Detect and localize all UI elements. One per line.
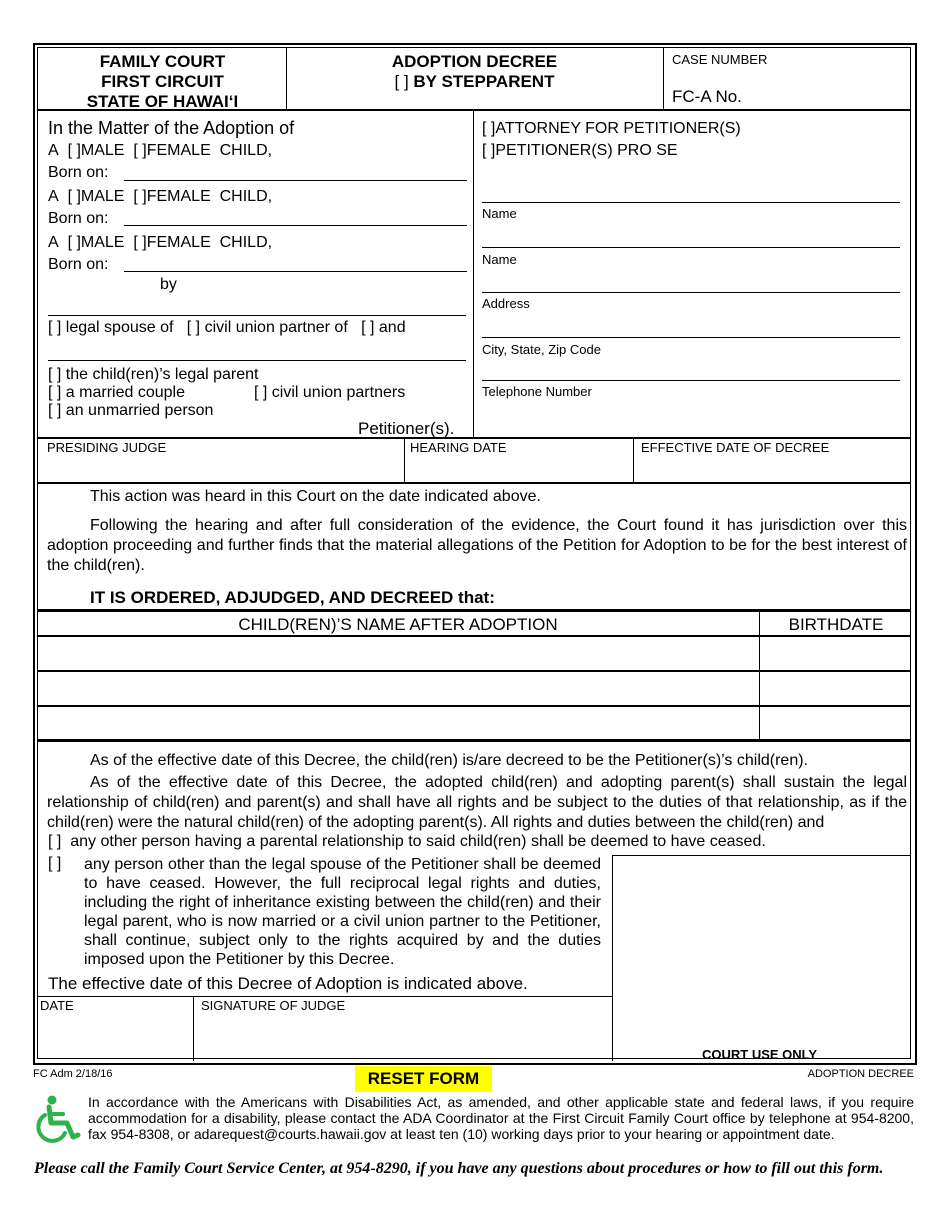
header-bottom-rule <box>37 109 911 111</box>
child-2-born-field[interactable] <box>124 225 467 226</box>
married-couple-option: [ ] a married couple <box>48 384 185 401</box>
child-3-born-field[interactable] <box>124 271 467 272</box>
matter-bottom-rule <box>37 437 911 439</box>
name-label: Name <box>482 206 517 221</box>
form-name: ADOPTION DECREE <box>807 1068 914 1080</box>
child-1-row: A [ ]MALE [ ]FEMALE CHILD, <box>48 142 273 159</box>
and-checkbox[interactable]: [ ] <box>361 319 375 336</box>
attorney-option: [ ]ATTORNEY FOR PETITIONER(S) <box>482 120 741 137</box>
birthdate-header: BIRTHDATE <box>788 615 884 634</box>
attorney-name2-field[interactable] <box>482 247 900 248</box>
pro-se-checkbox[interactable]: [ ] <box>482 142 496 159</box>
child-2-born-label: Born on: <box>48 210 109 227</box>
city-label: City, State, Zip Code <box>482 342 601 357</box>
child-name-cell-1[interactable] <box>38 637 758 669</box>
city-field[interactable] <box>482 337 900 338</box>
table-bottom-rule <box>37 739 911 742</box>
child-name-cell-2[interactable] <box>38 672 758 704</box>
option-1-text: any other person having a parental relationship to said child(ren) shall be deemed to have ceased. <box>70 833 766 850</box>
petitioners-label: Petitioner(s). <box>358 419 455 438</box>
court-use-top-rule <box>612 855 911 856</box>
address-label: Address <box>482 296 530 311</box>
child-1-male-checkbox[interactable]: [ ] <box>67 142 81 159</box>
signature-label: SIGNATURE OF JUDGE <box>201 998 346 1013</box>
court-line-1: FAMILY COURT <box>99 52 226 71</box>
accessibility-icon <box>34 1095 84 1145</box>
child-1-female-checkbox[interactable]: [ ] <box>133 142 147 159</box>
civil-union-checkbox[interactable]: [ ] <box>186 319 201 336</box>
child-1-born-field[interactable] <box>124 180 467 181</box>
court-line-2: FIRST CIRCUIT <box>101 72 224 91</box>
civil-union-partners-option: [ ] civil union partners <box>254 384 406 401</box>
phone-field[interactable] <box>482 380 900 381</box>
child-2-row: A [ ]MALE [ ]FEMALE CHILD, <box>48 188 273 205</box>
attorney-checkbox[interactable]: [ ] <box>482 120 496 137</box>
option-2-checkbox[interactable]: [ ] <box>48 855 62 872</box>
service-center-notice: Please call the Family Court Service Center, at 954-8290, if you have any questions about procedures or how to fill out this form. <box>34 1160 884 1177</box>
reset-form-button[interactable]: RESET FORM <box>355 1066 492 1092</box>
effective-note: The effective date of this Decree of Adoption is indicated above. <box>48 974 528 993</box>
ordered-heading: IT IS ORDERED, ADJUDGED, AND DECREED that: <box>90 588 495 607</box>
findings-paragraph: Following the hearing and after full consideration of the evidence, the Court found it has jurisdiction over this adoption proceeding and further finds that the material allegations of the Petition for Adoption to be for the best interest of the child(ren). <box>47 517 907 574</box>
hearing-divider-1 <box>404 438 405 482</box>
child-3-born-label: Born on: <box>48 256 109 273</box>
phone-label: Telephone Number <box>482 384 592 399</box>
pro-se-option: [ ]PETITIONER(S) PRO SE <box>482 142 678 159</box>
petitioner-name-field[interactable] <box>48 315 466 316</box>
matter-divider <box>473 110 474 437</box>
attorney-name-field[interactable] <box>482 202 900 203</box>
legal-parent-option: [ ] the child(ren)’s legal parent <box>48 366 259 383</box>
child-name-header: CHILD(REN)’S NAME AFTER ADOPTION <box>238 615 558 634</box>
by-label: by <box>160 276 177 293</box>
child-2-female-checkbox[interactable]: [ ] <box>133 188 147 205</box>
option-1-row <box>48 833 766 851</box>
married-couple-checkbox[interactable]: [ ] <box>48 384 62 401</box>
second-petitioner-field[interactable] <box>48 360 466 361</box>
stepparent-line <box>287 72 662 92</box>
court-header <box>40 52 285 112</box>
unmarried-person-option: [ ] an unmarried person <box>48 402 214 419</box>
table-top-rule <box>37 609 911 612</box>
legal-spouse-checkbox[interactable]: [ ] <box>48 319 62 336</box>
matter-title: In the Matter of the Adoption of <box>48 118 295 138</box>
decree-paragraph-2: As of the effective date of this Decree, the adopted child(ren) and adopting parent(s) shall sustain the legal relationship of child(ren) and parent(s) and shall have all rights and be subject to the duties of that relationship, as if the child(ren) were the natural child(ren) of the adopting parent(s). All rights and duties between the child(ren) and <box>47 774 907 831</box>
presiding-judge-label: PRESIDING JUDGE <box>47 440 167 455</box>
birthdate-cell-2[interactable] <box>760 672 910 704</box>
date-label: DATE <box>40 998 74 1013</box>
civil-union-partners-checkbox[interactable]: [ ] <box>254 384 268 401</box>
form-id: FC Adm 2/18/16 <box>33 1068 113 1080</box>
court-use-only-label: COURT USE ONLY <box>702 1047 818 1062</box>
name2-label: Name <box>482 252 517 267</box>
unmarried-person-checkbox[interactable]: [ ] <box>48 402 62 419</box>
signature-divider <box>193 996 194 1061</box>
relationship-row: [ ] legal spouse of [ ] civil union partner of [ ] and <box>48 319 406 336</box>
child-1-born-label: Born on: <box>48 164 109 181</box>
signature-field[interactable] <box>197 1014 609 1058</box>
option-2-text: any person other than the legal spouse of the Petitioner shall be deemed to have ceased. However, the full reciprocal legal rights and duties, including the right of inheritance existing between the child(ren) and their legal parent, who is now married or a civil union partner to the Petitioner, shall continue, subject only to the rights acquired by and the duties imposed upon the Petitioner by this Decree. <box>84 856 601 968</box>
birthdate-cell-1[interactable] <box>760 637 910 669</box>
case-number-label: CASE NUMBER <box>672 52 768 67</box>
child-name-cell-3[interactable] <box>38 707 758 739</box>
court-line-3: STATE OF HAWAI‘I <box>86 92 239 111</box>
stepparent-checkbox[interactable]: [ ] <box>394 72 409 91</box>
header-divider-2 <box>663 47 664 109</box>
date-field[interactable] <box>40 1014 190 1058</box>
heard-paragraph: This action was heard in this Court on the date indicated above. <box>90 488 541 505</box>
title-text: ADOPTION DECREE <box>391 52 558 71</box>
signature-top-rule <box>37 996 613 997</box>
document-title <box>287 52 662 92</box>
stepparent-label: BY STEPPARENT <box>413 72 555 91</box>
child-3-male-checkbox[interactable]: [ ] <box>67 234 81 251</box>
effective-date-label: EFFECTIVE DATE OF DECREE <box>641 440 830 455</box>
ada-notice: In accordance with the Americans with Disabilities Act, as amended, and other applicable state and federal laws, if you require accommodation for a disability, please contact the ADA Coordinator at the First Circuit Family Court office by telephone at 954-8200, fax 954-8308, or adarequest@courts.hawaii.gov at least ten (10) working days prior to your hearing or appointment date. <box>88 1094 914 1142</box>
hearing-date-label: HEARING DATE <box>410 440 507 455</box>
address-field[interactable] <box>482 292 900 293</box>
option-1-checkbox[interactable]: [ ] <box>48 833 62 850</box>
birthdate-cell-3[interactable] <box>760 707 910 739</box>
hearing-bottom-rule <box>37 482 911 484</box>
case-number-field[interactable]: FC-A No. <box>672 87 742 106</box>
child-2-male-checkbox[interactable]: [ ] <box>67 188 81 205</box>
child-3-female-checkbox[interactable]: [ ] <box>133 234 147 251</box>
court-use-left-rule <box>612 855 613 1061</box>
legal-parent-checkbox[interactable]: [ ] <box>48 366 62 383</box>
child-3-row: A [ ]MALE [ ]FEMALE CHILD, <box>48 234 273 251</box>
hearing-divider-2 <box>633 438 634 482</box>
decree-paragraph-1: As of the effective date of this Decree, the child(ren) is/are decreed to be the Petitioner(s)’s child(ren). <box>90 752 808 769</box>
